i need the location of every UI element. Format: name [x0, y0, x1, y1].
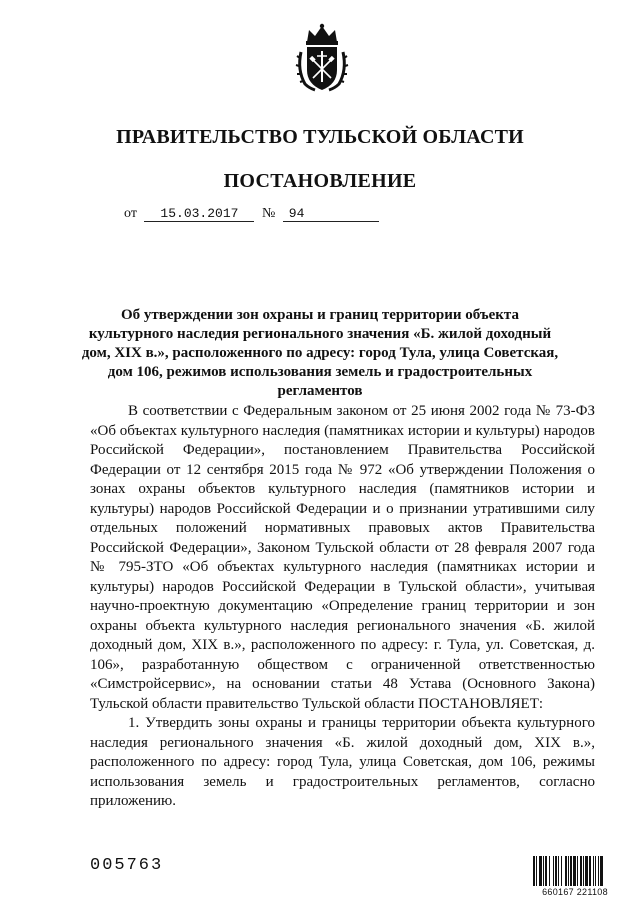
- decree-body: [90, 402, 595, 812]
- coat-of-arms-icon: [295, 22, 349, 94]
- barcode-number: 660167 221108: [542, 887, 608, 897]
- government-name: ПРАВИТЕЛЬСТВО ТУЛЬСКОЙ ОБЛАСТИ: [116, 126, 524, 148]
- item-1-paragraph: 1. Утвердить зоны охраны и границы территории объекта культурного наследия регионального значения «Б. жилой доходный дом, XIX в.», расположенного по адресу: город Тула, улица Советская, дом 106, режимы использования земель и градостроительных регламентов, согласно приложению.: [90, 715, 595, 809]
- document-type: ПОСТАНОВЛЕНИЕ: [223, 170, 417, 192]
- barcode: [533, 856, 617, 897]
- date-prefix: от: [124, 206, 137, 221]
- date-number-line: [124, 206, 379, 222]
- preamble-paragraph: В соответствии с Федеральным законом от 25 июня 2002 года № 73-ФЗ «Об объектах культурного наследия (памятниках истории и культуры) народов Российской Федерации», постановлением Правительства Российской Федерации от 12 сентября 2015 года № 972 «Об утверждении Положения о зонах охраны объектов культурного наследия (памятников истории и культуры) народов Российской Федерации и о признании утратившими силу отдельных положений нормативных правовых актов Правительства Российской Федерации», Законом Тульской области от 28 февраля 2007 года № 795-ЗТО «Об объектах культурного наследия (памятниках истории и культуры) народов Российской Федерации в Тульской области», учитывая научно-проектную документацию «Определение границ территории и зон охраны объекта культурного наследия регионального значения «Б. жилой доходный дом, XIX в.», расположенного по адресу: г. Тула, ул. Советская, д. 106», разработанную обществом с ограниченной ответственностью «Симстройсервис», на основании статьи 48 Устава (Основного Закона) Тульской области правительство Тульской области ПОСТАНОВЛЯЕТ:: [90, 403, 595, 712]
- serial-number: 005763: [90, 856, 164, 875]
- decree-title: Об утверждении зон охраны и границ территории объекта культурного наследия регионального значения «Б. жилой доходный дом, XIX в.», расположенного по адресу: город Тула, улица Советская, дом 106, режимов использования земель и градостроительных регламентов: [81, 307, 559, 399]
- barcode-bars: [533, 856, 617, 886]
- number-prefix: №: [261, 206, 276, 221]
- decree-number: 94: [283, 207, 379, 222]
- decree-date: 15.03.2017: [144, 207, 254, 222]
